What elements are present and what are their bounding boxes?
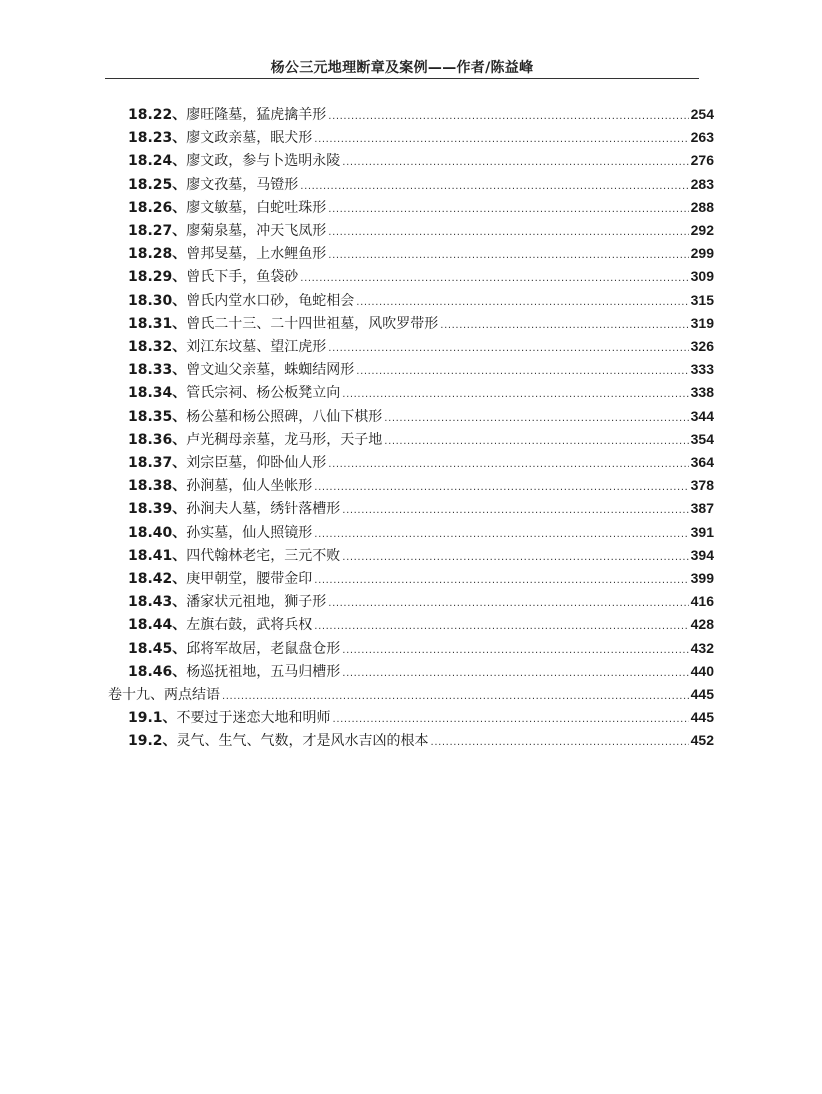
toc-page-number: 254 [690, 106, 714, 122]
toc-entry [128, 289, 714, 311]
dot-leader [342, 382, 688, 406]
toc-entry-title: 左旗右鼓，武将兵权 [186, 617, 313, 634]
toc-entry-title: 曾氏内堂水口砂，龟蛇相会 [186, 292, 355, 309]
dot-leader [342, 150, 688, 174]
header-rule [105, 78, 699, 79]
toc-page-number: 309 [690, 268, 714, 285]
toc-entry-title: 卢光稠母亲墓，龙马形，天子地 [186, 431, 383, 448]
toc-entry [128, 103, 714, 125]
toc-entry-title: 四代翰林老宅，三元不败 [186, 547, 341, 564]
dot-leader [300, 266, 688, 290]
toc-entry-title: 廖菊泉墓，冲天飞凤形 [186, 223, 327, 239]
dot-leader [314, 475, 688, 499]
toc-entry-title: 孙实墓，仙人照镜形 [186, 524, 313, 541]
toc-entry-number: 18.34、 [128, 385, 187, 402]
toc-entry-title: 邱将军故居，老鼠盘仓形 [186, 640, 341, 657]
toc-page-number: 428 [690, 616, 714, 633]
toc-page-number: 276 [690, 152, 714, 169]
toc-page-number: 354 [690, 430, 714, 447]
toc-entry-title: 刘宗臣墓，仰卧仙人形 [186, 455, 327, 471]
toc-entry [128, 660, 714, 682]
dot-leader [356, 290, 688, 314]
toc-entry [128, 637, 714, 659]
toc-entry-number: 18.25、 [128, 176, 187, 193]
dot-leader [342, 545, 688, 569]
dot-leader [314, 522, 688, 546]
toc-entry-number: 18.32、 [128, 339, 187, 355]
toc-entry-number: 18.28、 [128, 246, 187, 263]
toc-entry-number: 18.29、 [128, 269, 187, 286]
toc-page-number: 319 [690, 314, 714, 331]
dot-leader [328, 104, 688, 128]
toc-entry [128, 497, 714, 519]
toc-entry-title: 卷十九、两点结语 [108, 687, 220, 703]
toc-page-number: 432 [690, 639, 714, 656]
toc-page-number: 378 [690, 477, 714, 494]
running-header: 杨公三元地理断章及案例——作者/陈益峰 [270, 60, 534, 76]
dot-leader [384, 429, 688, 453]
toc-entry-number: 18.46、 [128, 663, 187, 680]
toc-entry-number: 18.41、 [128, 547, 187, 564]
toc-entry [128, 265, 714, 287]
toc-entry-title: 曾邦旻墓，上水鲤鱼形 [186, 246, 327, 263]
toc-entry [128, 706, 714, 728]
toc-entry [128, 358, 714, 380]
toc-entry-title: 灵气、生气、气数，才是风水吉凶的根本 [176, 733, 429, 750]
toc-entry-number: 18.40、 [128, 524, 187, 541]
dot-leader [328, 336, 688, 360]
toc-entry [128, 729, 714, 751]
toc-page-number: 333 [690, 361, 714, 378]
toc-page-number: 299 [690, 245, 714, 262]
toc-entry-title: 潘家状元祖地，狮子形 [186, 594, 327, 611]
toc-page-number: 292 [690, 222, 714, 238]
toc-entry-number: 18.30、 [128, 292, 187, 309]
toc-entry-number: 18.39、 [128, 501, 187, 518]
dot-leader [333, 707, 689, 731]
dot-leader [356, 359, 688, 383]
toc-entry [128, 219, 714, 241]
toc-page-number: 344 [690, 407, 714, 424]
toc-entry-title: 孙涧墓，仙人坐帐形 [186, 478, 313, 495]
dot-leader [431, 730, 689, 754]
toc-entry-title: 廖旺隆墓，猛虎擒羊形 [186, 107, 327, 123]
toc-page-number: 445 [690, 709, 714, 726]
toc-entry-number: 18.36、 [128, 431, 187, 448]
dot-leader [328, 220, 688, 244]
toc-page-number: 364 [690, 454, 714, 470]
toc-page-number: 338 [690, 384, 714, 401]
toc-entry-number: 18.38、 [128, 478, 187, 495]
toc-entry-title: 曾氏下手，鱼袋砂 [186, 269, 299, 286]
toc-page-number: 440 [690, 662, 714, 679]
dot-leader [328, 197, 688, 221]
toc-entry-title: 孙涧夫人墓，绣针落槽形 [186, 501, 341, 518]
toc-page-number: 399 [690, 570, 714, 586]
dot-leader [328, 591, 688, 615]
toc-entry [128, 544, 714, 566]
dot-leader [440, 313, 688, 337]
toc-page-number: 416 [690, 593, 714, 610]
dot-leader [222, 684, 689, 708]
toc-entry [128, 312, 714, 334]
toc-entry [128, 126, 714, 148]
toc-entry-number: 18.23、 [128, 130, 187, 147]
toc-entry [128, 196, 714, 218]
toc-page-number: 326 [690, 338, 714, 354]
toc-entry-title: 杨巡抚祖地，五马归槽形 [186, 663, 341, 680]
toc-entry-number: 18.22、 [128, 107, 187, 123]
toc-page-number: 315 [690, 291, 714, 308]
toc-entry-number: 18.27、 [128, 223, 187, 239]
toc-entry [128, 613, 714, 635]
toc-page-number: 288 [690, 198, 714, 215]
toc-entry-number: 18.33、 [128, 362, 187, 379]
toc-entry-title: 庚甲朝堂，腰带金印 [186, 571, 313, 587]
toc-entry [128, 405, 714, 427]
dot-leader [328, 243, 688, 267]
toc-page-number: 445 [690, 686, 714, 702]
toc-entry-title: 廖文孜墓，马镫形 [186, 176, 299, 193]
dot-leader [384, 406, 688, 430]
toc-entry-number: 18.35、 [128, 408, 187, 425]
toc-entry [128, 242, 714, 264]
toc-entry [128, 173, 714, 195]
toc-entry [128, 590, 714, 612]
dot-leader [342, 638, 688, 662]
toc-entry-title: 曾氏二十三、二十四世祖墓，风吹罗带形 [186, 315, 439, 332]
toc-entry [128, 567, 714, 589]
toc-entry [128, 335, 714, 357]
toc-entry-title: 刘江东坟墓、望江虎形 [186, 339, 327, 355]
toc-entry [128, 451, 714, 473]
toc-entry [128, 474, 714, 496]
toc-entry-number: 18.26、 [128, 199, 187, 216]
toc-entry [128, 149, 714, 171]
dot-leader [328, 452, 688, 476]
toc-entry-number: 18.24、 [128, 153, 187, 170]
dot-leader [314, 127, 688, 151]
dot-leader [314, 568, 688, 592]
dot-leader [342, 661, 688, 685]
toc-entry-title: 廖文政亲墓，眠犬形 [186, 130, 313, 147]
toc-entry [128, 428, 714, 450]
toc-entry-number: 19.2、 [128, 733, 177, 750]
toc-entry-number: 18.37、 [128, 455, 187, 471]
toc-entry-number: 18.44、 [128, 617, 187, 634]
toc-entry-title: 不要过于迷恋大地和明师 [176, 710, 331, 727]
toc-chapter-entry [108, 683, 714, 705]
toc-page-number: 391 [690, 523, 714, 540]
toc-page-number: 263 [690, 129, 714, 146]
toc-page-number: 394 [690, 546, 714, 563]
toc-entry-number: 19.1、 [128, 710, 177, 727]
dot-leader [314, 614, 688, 638]
toc-entry-title: 廖文政，参与卜选明永陵 [186, 153, 341, 170]
toc-entry-title: 廖文敏墓，白蛇吐珠形 [186, 199, 327, 216]
toc-page-number: 283 [690, 175, 714, 192]
toc-entry [128, 381, 714, 403]
toc-entry-title: 管氏宗祠、杨公板凳立向 [186, 385, 341, 402]
toc-entry-number: 18.43、 [128, 594, 187, 611]
toc-page-number: 452 [690, 732, 714, 749]
toc-entry-title: 杨公墓和杨公照碑，八仙下棋形 [186, 408, 383, 425]
toc-entry-number: 18.45、 [128, 640, 187, 657]
dot-leader [342, 498, 688, 522]
toc-page-number: 387 [690, 500, 714, 517]
toc-entry-number: 18.31、 [128, 315, 187, 332]
toc-entry-number: 18.42、 [128, 571, 187, 587]
toc-entry [128, 521, 714, 543]
dot-leader [300, 174, 688, 198]
toc-entry-title: 曾文辿父亲墓，蛛蜘结网形 [186, 362, 355, 379]
